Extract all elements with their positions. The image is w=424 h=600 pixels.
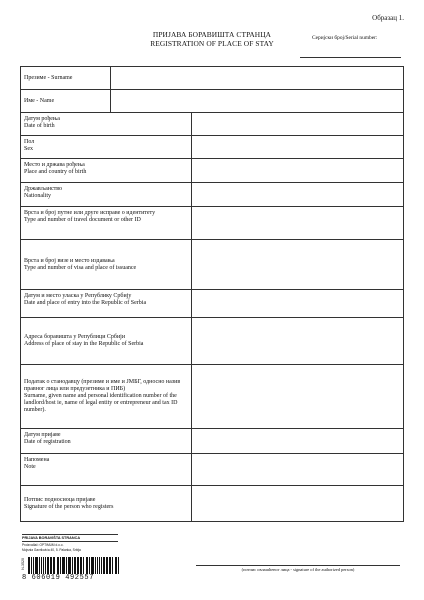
row-place-of-birth <box>21 159 403 183</box>
label-landlord-en: Surname, given name and personal identification number of the landlord/host ie, name of legal entity or entrepreneur and tax ID number). <box>24 393 178 413</box>
input-registration-date[interactable] <box>191 429 403 453</box>
barcode-bar <box>60 557 61 574</box>
label-surname-text: Презиме - Surname <box>24 74 73 81</box>
input-signature[interactable] <box>191 486 403 521</box>
barcode-bar <box>75 557 76 574</box>
label-travel-doc-en: Type and number of travel document or other ID <box>24 217 141 223</box>
label-sex-en: Sex <box>24 146 33 152</box>
label-surname <box>21 67 110 89</box>
label-note-en: Note <box>24 464 36 470</box>
barcode-bar <box>66 557 67 574</box>
barcode-bar <box>95 557 96 574</box>
barcode-bar <box>43 557 44 574</box>
input-nationality[interactable] <box>191 183 403 206</box>
row-note <box>21 454 403 486</box>
label-travel-document <box>21 207 191 239</box>
label-signature-en: Signature of the person who registers <box>24 503 114 510</box>
label-note <box>21 454 191 485</box>
label-signature-sr: Потпис подносиоца пријаве <box>24 496 96 503</box>
barcode-bar <box>81 557 82 574</box>
row-landlord <box>21 365 403 429</box>
barcode-side-code: N-3520 <box>21 558 25 570</box>
barcode-bar <box>93 557 94 574</box>
registration-form-table <box>20 66 404 522</box>
stamp-title: PRIJAVA BORAVIŠTA STRANCA <box>22 534 118 542</box>
barcode-bar <box>101 557 102 574</box>
label-date-of-birth <box>21 113 191 135</box>
label-pob-sr: Место и држава рођења <box>24 162 85 168</box>
barcode-bar <box>116 557 117 574</box>
title-english: REGISTRATION OF PLACE OF STAY <box>150 39 274 48</box>
input-address[interactable] <box>191 318 403 364</box>
barcode-bar <box>87 557 88 574</box>
barcode-bar <box>69 557 70 574</box>
label-reg-date-en: Date of registration <box>24 439 71 445</box>
barcode-bar <box>35 557 36 574</box>
label-reg-date-sr: Датум пријаве <box>24 432 61 438</box>
label-registration-date <box>21 429 191 453</box>
barcode-bar <box>99 557 100 574</box>
row-entry <box>21 290 403 318</box>
input-place-of-birth[interactable] <box>191 159 403 182</box>
label-visa <box>21 240 191 289</box>
row-surname <box>21 67 403 90</box>
label-name-text: Име - Name <box>24 97 55 104</box>
input-name[interactable] <box>110 90 403 112</box>
label-place-of-birth <box>21 159 191 182</box>
label-signature <box>21 486 191 521</box>
barcode-bar <box>58 557 59 574</box>
label-dob-en: Date of birth <box>24 123 55 129</box>
label-address-sr: Адреса боравишта у Републици Србији <box>24 334 126 340</box>
label-nationality-en: Nationality <box>24 193 51 199</box>
row-name <box>21 90 403 113</box>
barcode-bar <box>77 557 79 574</box>
label-pob-en: Place and country of birth <box>24 169 87 175</box>
publisher-line-2: Mojsnia Gavrilovića 40, 5. Palanka, Srbija <box>22 548 81 552</box>
label-visa-en: Type and number of visa and place of issuance <box>24 264 137 271</box>
label-name <box>21 90 110 112</box>
row-registration-date <box>21 429 403 454</box>
barcode-bar <box>54 557 55 574</box>
label-visa-sr: Врста и број визе и место издавања <box>24 257 115 264</box>
input-surname[interactable] <box>110 67 403 89</box>
label-address <box>21 318 191 364</box>
barcode-bar <box>63 557 65 574</box>
row-visa <box>21 240 403 290</box>
label-note-sr: Напомена <box>24 457 50 463</box>
label-sex-sr: Пол <box>24 139 35 145</box>
input-sex[interactable] <box>191 136 403 158</box>
row-address <box>21 318 403 365</box>
barcode-number: 8 606019 492557 <box>22 574 95 582</box>
input-landlord[interactable] <box>191 365 403 428</box>
barcode-bar <box>31 557 32 574</box>
input-date-of-birth[interactable] <box>191 113 403 135</box>
barcode-bar <box>36 557 38 574</box>
label-landlord <box>21 365 191 428</box>
label-entry-en: Date and place of entry into the Republic of Serbia <box>24 300 147 306</box>
input-note[interactable] <box>191 454 403 485</box>
authorized-signature-caption: (потпис овлашћеног лица - signature of the authorized person) <box>241 567 355 572</box>
serial-number-label: Серијски број/Serial number: <box>312 35 378 41</box>
authorized-signature-line[interactable] <box>196 565 400 566</box>
barcode <box>28 557 120 574</box>
barcode-bar <box>53 557 54 574</box>
row-signature <box>21 486 403 521</box>
label-entry-sr: Датум и место уласка у Републику Србију <box>24 293 132 299</box>
serial-number-field[interactable] <box>300 57 401 58</box>
row-nationality <box>21 183 403 207</box>
form-number: Образац 1. <box>372 14 404 22</box>
publisher-line-1: Proizvođač: OPTIMUM d.o.o. <box>22 543 64 547</box>
input-travel-document[interactable] <box>191 207 403 239</box>
title-serbian: ПРИЈАВА БОРАВИШТА СТРАНЦА <box>152 30 272 39</box>
row-sex <box>21 136 403 159</box>
label-landlord-sr: Податак о станодавцу (презиме и име и ЈМБГ, односно назив правног лица или предузетника и ПИБ) <box>24 379 181 392</box>
barcode-bar <box>118 557 119 574</box>
label-nationality <box>21 183 191 206</box>
label-dob-sr: Датум рођења <box>24 116 60 122</box>
barcode-bar <box>110 557 111 574</box>
barcode-bar <box>83 557 84 574</box>
label-sex <box>21 136 191 158</box>
barcode-bar <box>112 557 113 574</box>
barcode-bar <box>29 557 30 574</box>
barcode-bar <box>41 557 42 574</box>
barcode-bar <box>104 557 105 574</box>
barcode-bar <box>72 557 73 574</box>
input-visa[interactable] <box>191 240 403 289</box>
label-travel-doc-sr: Врста и број путне или друге исправе о идентитету <box>24 210 156 216</box>
row-travel-document <box>21 207 403 240</box>
barcode-bar <box>47 557 48 574</box>
label-address-en: Address of place of stay in the Republic of Serbia <box>24 341 144 347</box>
label-entry <box>21 290 191 317</box>
label-nationality-sr: Држављанство <box>24 186 63 192</box>
row-date-of-birth <box>21 113 403 136</box>
barcode-bar <box>48 557 49 574</box>
barcode-bar <box>106 557 108 574</box>
barcode-bar <box>89 557 90 574</box>
publisher-stamp <box>22 534 118 552</box>
input-entry[interactable] <box>191 290 403 317</box>
